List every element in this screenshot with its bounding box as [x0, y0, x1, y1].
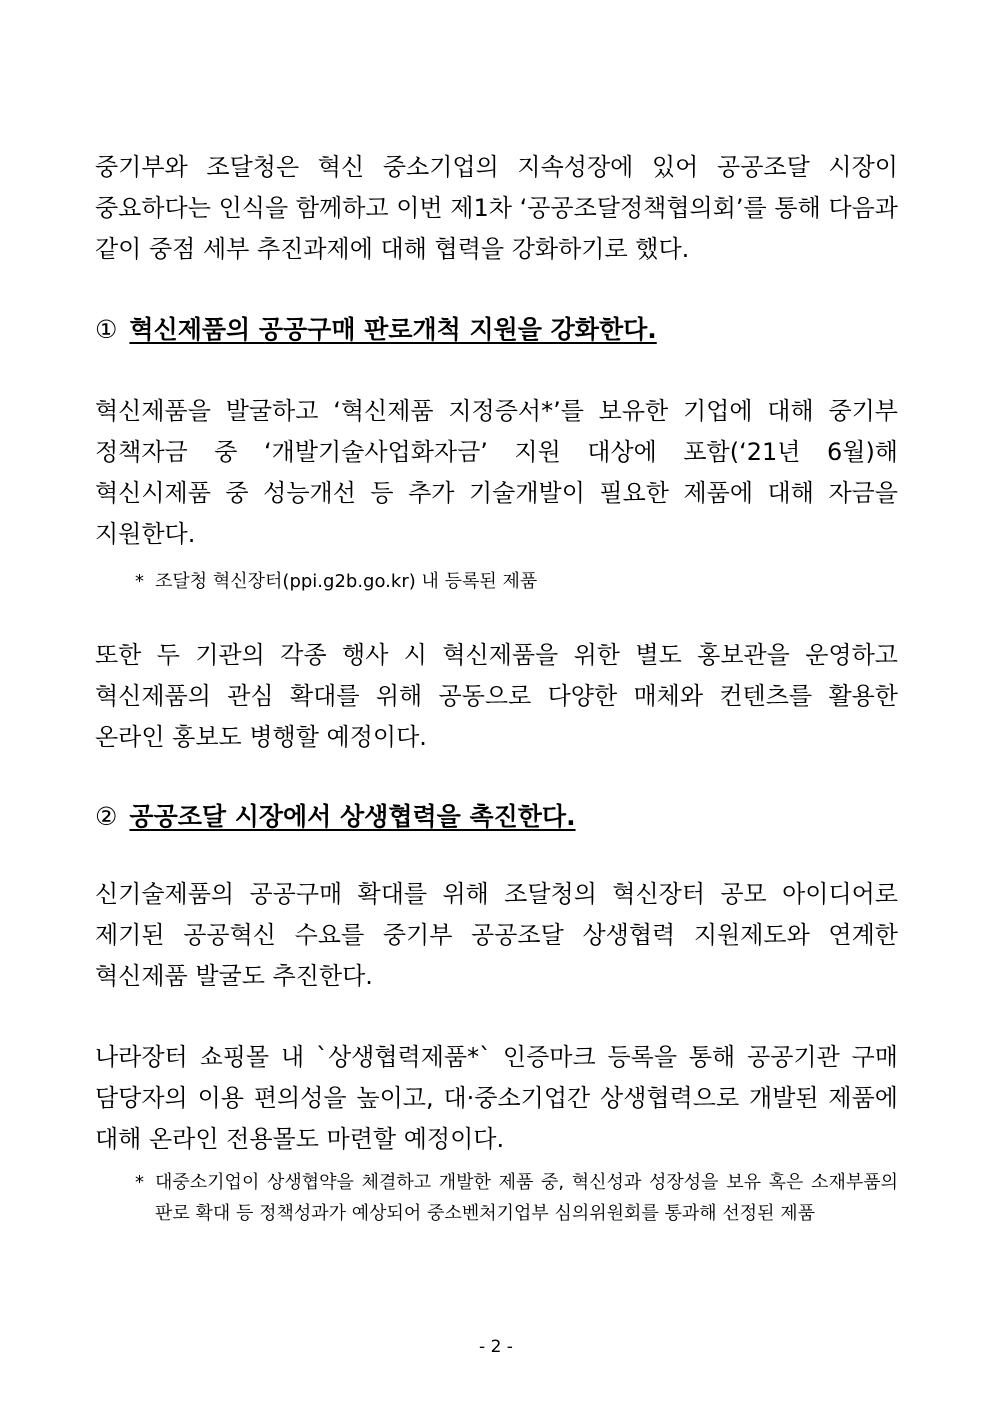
section-1-number: ①	[95, 315, 118, 344]
footnote-marker: *	[135, 1172, 144, 1193]
section-1-heading	[95, 312, 898, 348]
section-1-paragraph-1: 혁신제품을 발굴하고 ‘혁신제품 지정증서*’를 보유한 기업에 대해 중기부 정책자금 중 ‘개발기술사업화자금’ 지원 대상에 포함(‘21년 6월)해 혁신시제품 중 성능개선 등 추가 기술개발이 필요한 제품에 대해 자금을 지원한다.	[95, 397, 898, 548]
section-2-number: ②	[95, 802, 118, 831]
page-number: - 2 -	[479, 1337, 513, 1357]
footnote-text: 조달청 혁신장터(ppi.g2b.go.kr) 내 등록된 제품	[155, 571, 538, 592]
section-2-footnote	[135, 1167, 898, 1229]
footnote-text: 대중소기업이 상생협약을 체결하고 개발한 제품 중, 혁신성과 성장성을 보유 혹은 소재부품의 판로 확대 등 정책성과가 예상되어 중소벤처기업부 심의위원회를 통과해 선정된 제품	[155, 1172, 898, 1224]
section-1-title: 혁신제품의 공공구매 판로개척 지원을 강화한다.	[129, 315, 657, 344]
section-2-heading	[95, 799, 898, 835]
section-2-paragraph-2: 나라장터 쇼핑몰 내 `상생협력제품*` 인증마크 등록을 통해 공공기관 구매 담당자의 이용 편의성을 높이고, 대·중소기업간 상생협력으로 개발된 제품에 대해 온라인 전용몰도 마련할 예정이다.	[95, 1043, 898, 1153]
section-2-title: 공공조달 시장에서 상생협력을 촉진한다.	[129, 802, 576, 831]
section-1-footnote	[135, 566, 898, 597]
intro-paragraph: 중기부와 조달청은 혁신 중소기업의 지속성장에 있어 공공조달 시장이 중요하다는 인식을 함께하고 이번 제1차 ‘공공조달정책협의회’를 통해 다음과 같이 중점 세부 추진과제에 대해 협력을 강화하기로 했다.	[95, 153, 898, 263]
section-2-paragraph-1: 신기술제품의 공공구매 확대를 위해 조달청의 혁신장터 공모 아이디어로 제기된 공공혁신 수요를 중기부 공공조달 상생협력 지원제도와 연계한 혁신제품 발굴도 추진한다.	[95, 880, 898, 990]
section-1-paragraph-2: 또한 두 기관의 각종 행사 시 혁신제품을 위한 별도 홍보관을 운영하고 혁신제품의 관심 확대를 위해 공동으로 다양한 매체와 컨텐츠를 활용한 온라인 홍보도 병행할 예정이다.	[95, 641, 898, 751]
footnote-marker: *	[135, 571, 144, 592]
